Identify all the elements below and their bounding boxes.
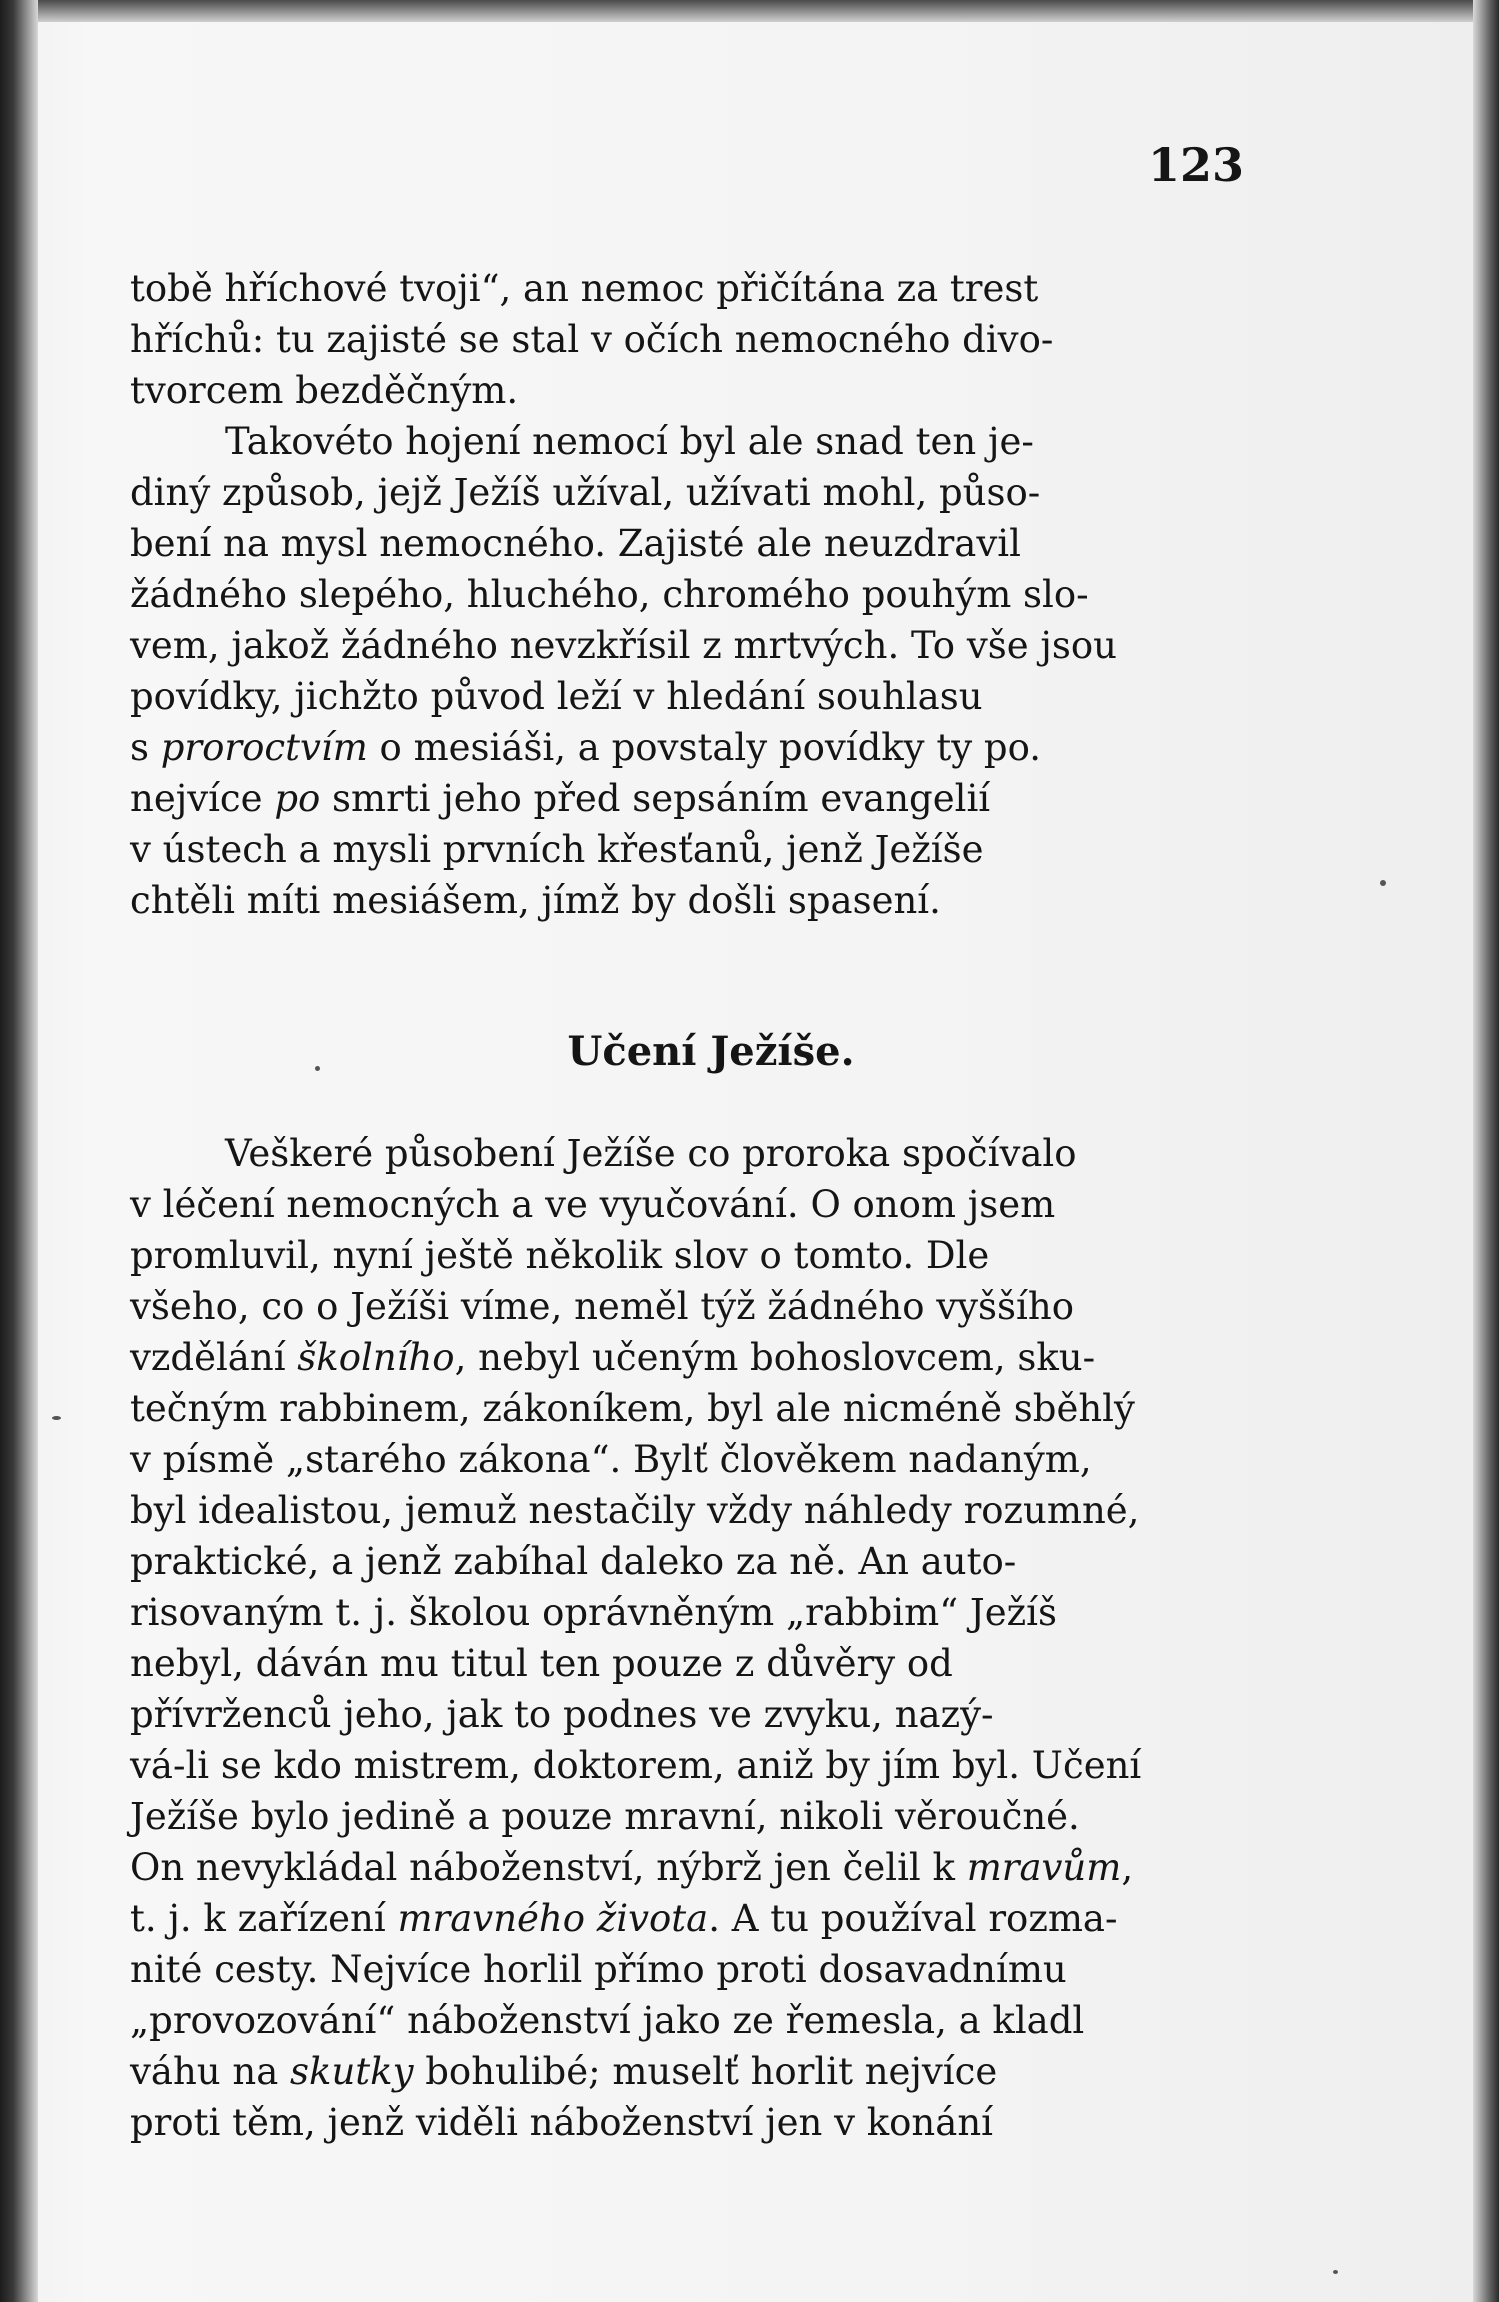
text-segment: o mesiáši, a povstaly povídky ty po. bbox=[367, 726, 1041, 769]
text-line bbox=[130, 1587, 1232, 1638]
text-segment: risovaným t. j. školou oprávněným „rabbim“ Ježíš bbox=[130, 1591, 1057, 1634]
scan-speck bbox=[315, 1066, 320, 1071]
text-line bbox=[130, 824, 1232, 875]
text-line bbox=[130, 1944, 1232, 1995]
text-line bbox=[130, 722, 1232, 773]
text-segment: Veškeré působení Ježíše co proroka spočívalo bbox=[225, 1132, 1077, 1175]
text-line bbox=[130, 1740, 1232, 1791]
text-segment: Ježíše bylo jedině a pouze mravní, nikoli věroučné. bbox=[130, 1795, 1080, 1838]
text-segment: Takovéto hojení nemocí byl ale snad ten je- bbox=[225, 420, 1034, 463]
text-segment: tečným rabbinem, zákoníkem, byl ale nicméně sběhlý bbox=[130, 1387, 1135, 1430]
emphasized-text: skutky bbox=[290, 2050, 414, 2093]
text-line bbox=[130, 1383, 1232, 1434]
emphasized-text: po bbox=[274, 777, 321, 820]
text-line bbox=[130, 1332, 1232, 1383]
text-line bbox=[130, 875, 1232, 926]
text-line bbox=[130, 1434, 1232, 1485]
paragraph-block-2 bbox=[130, 1128, 1232, 2148]
text-segment: proti těm, jenž viděli náboženství jen v konání bbox=[130, 2101, 993, 2144]
text-line bbox=[130, 2097, 1232, 2148]
text-line bbox=[130, 1842, 1232, 1893]
scan-speck bbox=[1333, 2270, 1338, 2274]
text-segment: vem, jakož žádného nevzkřísil z mrtvých. To vše jsou bbox=[130, 624, 1117, 667]
text-segment: váhu na bbox=[130, 2050, 291, 2093]
emphasized-text: mravného života bbox=[397, 1897, 709, 1940]
text-line bbox=[130, 1281, 1232, 1332]
section-heading: Učení Ježíše. bbox=[567, 1028, 855, 1075]
emphasized-text: školního bbox=[297, 1336, 455, 1379]
text-segment: praktické, a jenž zabíhal daleko za ně. An auto- bbox=[130, 1540, 1017, 1583]
text-segment: v písmě „starého zákona“. Bylť člověkem nadaným, bbox=[130, 1438, 1092, 1481]
text-segment: , nebyl učeným bohoslovcem, sku- bbox=[454, 1336, 1096, 1379]
text-segment: nejvíce bbox=[130, 777, 275, 820]
text-line bbox=[130, 1179, 1232, 1230]
text-line bbox=[130, 365, 1232, 416]
text-segment: nebyl, dáván mu titul ten pouze z důvěry od bbox=[130, 1642, 953, 1685]
text-segment: byl idealistou, jemuž nestačily vždy náhledy rozumné, bbox=[130, 1489, 1140, 1532]
text-segment: smrti jeho před sepsáním evangelií bbox=[320, 777, 991, 820]
text-line bbox=[130, 2046, 1232, 2097]
text-line bbox=[130, 467, 1232, 518]
text-line bbox=[130, 416, 1232, 467]
scan-speck bbox=[52, 1416, 61, 1420]
text-line bbox=[130, 1689, 1232, 1740]
text-segment: nité cesty. Nejvíce horlil přímo proti dosavadnímu bbox=[130, 1948, 1067, 1991]
text-segment: vzdělání bbox=[130, 1336, 298, 1379]
text-segment: v léčení nemocných a ve vyučování. O onom jsem bbox=[130, 1183, 1056, 1226]
emphasized-text: mravům bbox=[966, 1846, 1122, 1889]
page-edge-right bbox=[1473, 0, 1499, 2302]
text-line bbox=[130, 620, 1232, 671]
text-line bbox=[130, 1995, 1232, 2046]
text-line bbox=[130, 773, 1232, 824]
text-line bbox=[130, 1485, 1232, 1536]
text-line bbox=[130, 1893, 1232, 1944]
text-segment: povídky, jichžto původ leží v hledání souhlasu bbox=[130, 675, 983, 718]
text-segment: hříchů: tu zajisté se stal v očích nemocného divo- bbox=[130, 318, 1054, 361]
text-segment: „provozování“ náboženství jako ze řemesla, a kladl bbox=[130, 1999, 1085, 2042]
text-line bbox=[130, 263, 1232, 314]
text-line bbox=[130, 569, 1232, 620]
text-segment: diný způsob, jejž Ježíš užíval, užívati mohl, půso- bbox=[130, 471, 1041, 514]
text-line bbox=[130, 1128, 1232, 1179]
text-line bbox=[130, 1230, 1232, 1281]
text-segment: chtěli míti mesiášem, jímž by došli spasení. bbox=[130, 879, 941, 922]
text-line bbox=[130, 671, 1232, 722]
page-edge-top bbox=[0, 0, 1499, 22]
page-edge-left bbox=[0, 0, 38, 2302]
text-segment: vá-li se kdo mistrem, doktorem, aniž by jím byl. Učení bbox=[130, 1744, 1142, 1787]
text-segment: žádného slepého, hluchého, chromého pouhým slo- bbox=[130, 573, 1089, 616]
text-segment: . A tu používal rozma- bbox=[708, 1897, 1118, 1940]
text-segment: , bbox=[1121, 1846, 1134, 1889]
text-line bbox=[130, 1638, 1232, 1689]
text-line bbox=[130, 1536, 1232, 1587]
text-segment: bohulibé; muselť horlit nejvíce bbox=[413, 2050, 998, 2093]
text-segment: všeho, co o Ježíši víme, neměl týž žádného vyššího bbox=[130, 1285, 1074, 1328]
text-segment: s bbox=[130, 726, 161, 769]
paragraph-block-1 bbox=[130, 263, 1232, 926]
text-line bbox=[130, 314, 1232, 365]
page-number: 123 bbox=[1148, 138, 1245, 192]
text-segment: v ústech a mysli prvních křesťanů, jenž Ježíše bbox=[130, 828, 984, 871]
scan-speck bbox=[1380, 880, 1386, 886]
text-segment: bení na mysl nemocného. Zajisté ale neuzdravil bbox=[130, 522, 1021, 565]
text-segment: přívrženců jeho, jak to podnes ve zvyku, nazý- bbox=[130, 1693, 994, 1736]
text-segment: promluvil, nyní ještě několik slov o tomto. Dle bbox=[130, 1234, 990, 1277]
text-line bbox=[130, 1791, 1232, 1842]
text-segment: t. j. k zařízení bbox=[130, 1897, 398, 1940]
text-segment: tobě hříchové tvoji“, an nemoc přičítána za trest bbox=[130, 267, 1039, 310]
emphasized-text: proroctvím bbox=[160, 726, 368, 769]
text-line bbox=[130, 518, 1232, 569]
text-segment: tvorcem bezděčným. bbox=[130, 369, 519, 412]
text-segment: On nevykládal náboženství, nýbrž jen čelil k bbox=[130, 1846, 967, 1889]
